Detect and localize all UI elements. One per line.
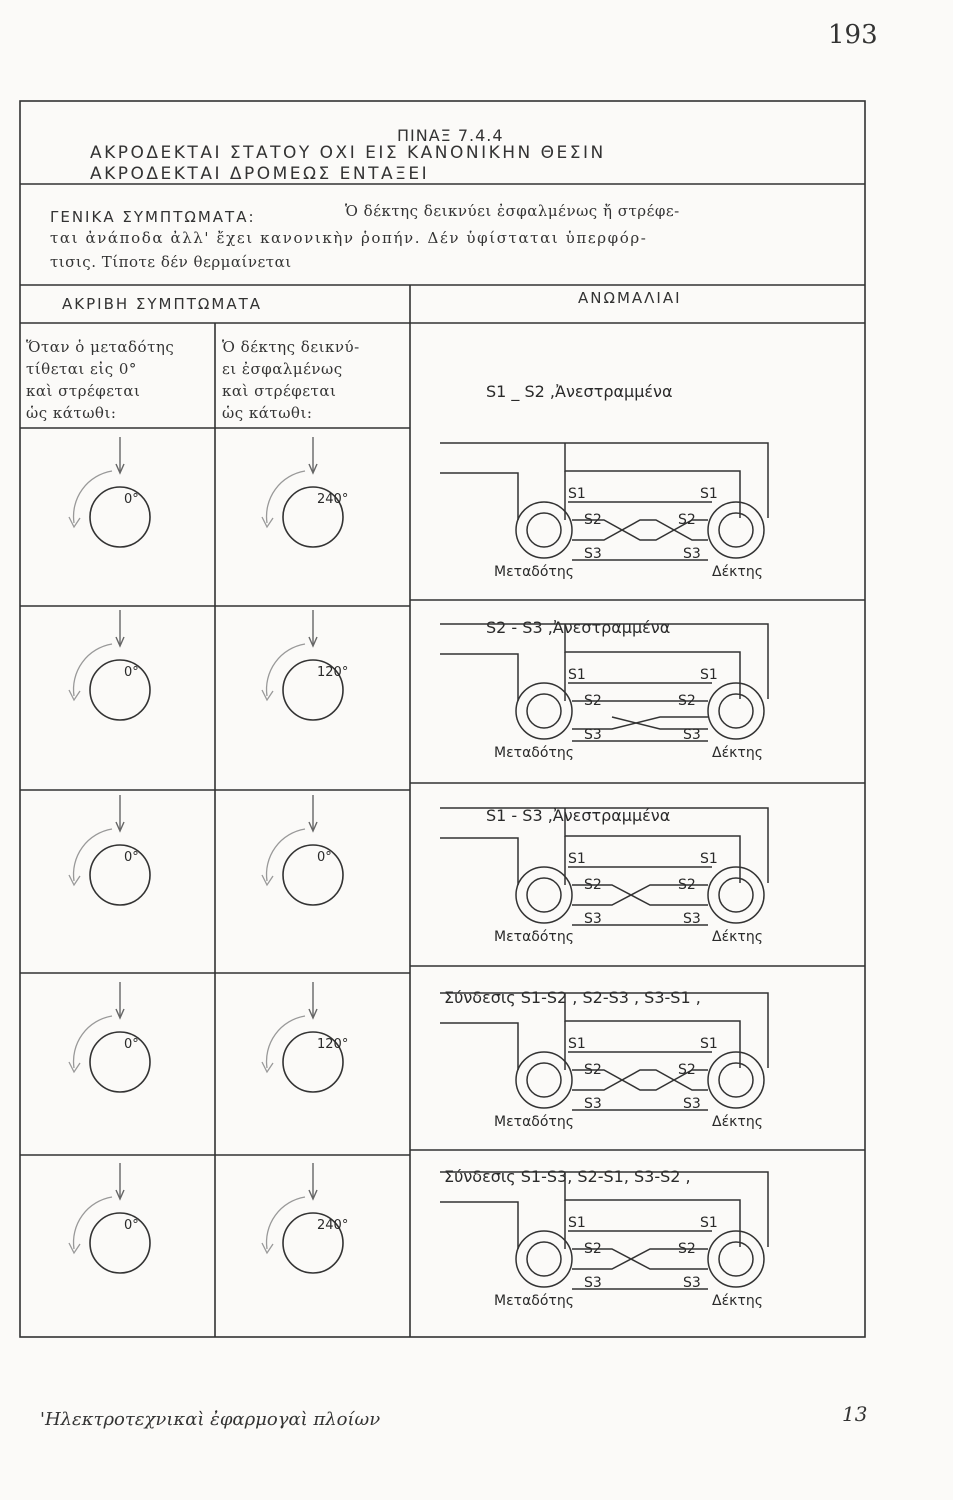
subheader-transmitter-line: ὡς κάτωθι: — [26, 404, 117, 422]
rotation-arc — [267, 1197, 305, 1249]
feed-line-top — [440, 443, 768, 518]
receiver-inner-ring — [719, 694, 753, 728]
label-s3-transmitter: S3 — [584, 1275, 602, 1291]
label-s1-receiver: S1 — [700, 1036, 718, 1052]
dial-circle — [90, 1032, 150, 1092]
receiver-outer-ring — [708, 867, 764, 923]
label-s2-transmitter: S2 — [584, 1241, 602, 1257]
general-symptoms-text-2: ται ἀνάποδα ἀλλ' ἔχει κανονικὴν ῥοπήν. Δέν ὑφίσταται ὑπερφόρ- — [50, 229, 648, 247]
label-transmitter: Μεταδότης — [494, 929, 574, 945]
transmitter-dial-label: 0° — [124, 665, 139, 680]
subheader-receiver-line: ει ἐσφαλμένως — [222, 360, 343, 378]
feed-line-bottom — [440, 1023, 518, 1070]
rotation-arc — [267, 644, 305, 696]
label-s2-receiver: S2 — [678, 1241, 696, 1257]
footer-book-title: 'Ηλεκτροτεχνικαὶ ἐφαρμογαὶ πλοίων — [40, 1409, 381, 1430]
rotation-arc — [267, 829, 305, 881]
general-symptoms-label: ΓΕΝΙΚΑ ΣΥΜΠΤΩΜΑΤΑ: — [50, 208, 256, 226]
receiver-outer-ring — [708, 1052, 764, 1108]
transmitter-dial-label: 0° — [124, 492, 139, 507]
transmitter-outer-ring — [516, 683, 572, 739]
header-line-1: ΑΚΡΟΔΕΚΤΑΙ ΣΤΑΤΟΥ ΟΧΙ ΕΙΣ ΚΑΝΟΝΙΚΗΝ ΘΕΣΙΝ — [90, 143, 606, 163]
receiver-dial-label: 120° — [317, 665, 349, 680]
transmitter-inner-ring — [527, 878, 561, 912]
anomaly-caption: S1 _ S2 ,Ἀνεστραμμένα — [486, 382, 673, 401]
transmitter-outer-ring — [516, 1052, 572, 1108]
anomaly-caption: S2 - S3 ,Ἀνεστραμμένα — [486, 618, 671, 637]
rotation-arc — [267, 1016, 305, 1068]
label-s1-receiver: S1 — [700, 851, 718, 867]
label-s2-transmitter: S2 — [584, 693, 602, 709]
label-s1-receiver: S1 — [700, 1215, 718, 1231]
transmitter-dial-label: 0° — [124, 1037, 139, 1052]
label-s1-transmitter: S1 — [568, 486, 586, 502]
dial-circle — [90, 487, 150, 547]
receiver-inner-ring — [719, 1063, 753, 1097]
subheader-transmitter-line: Ὅταν ὁ μεταδότης — [26, 338, 175, 356]
dial-circle — [90, 660, 150, 720]
label-s1-receiver: S1 — [700, 667, 718, 683]
rotation-arc — [74, 829, 112, 881]
receiver-dial-label: 240° — [317, 1218, 349, 1233]
rotation-arc — [74, 644, 112, 696]
receiver-outer-ring — [708, 683, 764, 739]
label-transmitter: Μεταδότης — [494, 1293, 574, 1309]
column-header-symptoms: ΑΚΡΙΒΗ ΣΥΜΠΤΩΜΑΤΑ — [62, 295, 263, 313]
anomaly-caption: S1 - S3 ,Ἀνεστραμμένα — [486, 806, 671, 825]
label-s2-receiver: S2 — [678, 877, 696, 893]
receiver-inner-ring — [719, 878, 753, 912]
label-receiver: Δέκτης — [712, 929, 763, 945]
label-s2-transmitter: S2 — [584, 877, 602, 893]
label-s1-transmitter: S1 — [568, 1215, 586, 1231]
label-s2-receiver: S2 — [678, 693, 696, 709]
anomaly-caption: Σύνδεσις S1-S2 , S2-S3 , S3-S1 , — [444, 988, 701, 1007]
transmitter-outer-ring — [516, 1231, 572, 1287]
receiver-inner-ring — [719, 513, 753, 547]
label-s3-receiver: S3 — [683, 727, 701, 743]
subheader-transmitter-line: τίθεται εἰς 0° — [26, 360, 137, 378]
receiver-outer-ring — [708, 1231, 764, 1287]
label-s2-receiver: S2 — [678, 1062, 696, 1078]
feed-line-bottom — [440, 1202, 518, 1249]
header-line-2: ΑΚΡΟΔΕΚΤΑΙ ΔΡΟΜΕΩΣ ΕΝΤΑΞΕΙ — [90, 164, 430, 184]
receiver-dial-label: 240° — [317, 492, 349, 507]
label-s1-transmitter: S1 — [568, 1036, 586, 1052]
transmitter-inner-ring — [527, 1242, 561, 1276]
receiver-dial-label: 120° — [317, 1037, 349, 1052]
feed-line-bottom — [440, 654, 518, 701]
receiver-outer-ring — [708, 502, 764, 558]
feed-line-bottom — [440, 838, 518, 885]
rotation-arc — [74, 1197, 112, 1249]
label-s3-transmitter: S3 — [584, 911, 602, 927]
label-s3-receiver: S3 — [683, 546, 701, 562]
label-s2-receiver: S2 — [678, 512, 696, 528]
label-transmitter: Μεταδότης — [494, 564, 574, 580]
label-receiver: Δέκτης — [712, 1293, 763, 1309]
transmitter-inner-ring — [527, 1063, 561, 1097]
rotation-arc — [74, 471, 112, 523]
transmitter-inner-ring — [527, 513, 561, 547]
dial-circle — [90, 845, 150, 905]
label-receiver: Δέκτης — [712, 1114, 763, 1130]
subheader-transmitter-line: καὶ στρέφεται — [26, 382, 141, 400]
label-s1-transmitter: S1 — [568, 667, 586, 683]
label-s1-receiver: S1 — [700, 486, 718, 502]
dial-circle — [90, 1213, 150, 1273]
receiver-dial-label: 0° — [317, 850, 332, 865]
label-s2-transmitter: S2 — [584, 512, 602, 528]
label-s3-transmitter: S3 — [584, 1096, 602, 1112]
label-receiver: Δέκτης — [712, 745, 763, 761]
label-receiver: Δέκτης — [712, 564, 763, 580]
transmitter-dial-label: 0° — [124, 1218, 139, 1233]
transmitter-dial-label: 0° — [124, 850, 139, 865]
general-symptoms-text-1: Ὁ δέκτης δεικνύει ἐσφαλμένως ἤ στρέφε- — [345, 202, 680, 220]
label-s3-receiver: S3 — [683, 911, 701, 927]
rotation-arc — [74, 1016, 112, 1068]
label-s3-receiver: S3 — [683, 1275, 701, 1291]
label-s3-receiver: S3 — [683, 1096, 701, 1112]
receiver-inner-ring — [719, 1242, 753, 1276]
feed-line-bottom — [440, 473, 518, 520]
subheader-receiver-line: ὡς κάτωθι: — [222, 404, 313, 422]
label-s1-transmitter: S1 — [568, 851, 586, 867]
transmitter-outer-ring — [516, 867, 572, 923]
label-s2-transmitter: S2 — [584, 1062, 602, 1078]
label-s3-transmitter: S3 — [584, 546, 602, 562]
transmitter-outer-ring — [516, 502, 572, 558]
label-transmitter: Μεταδότης — [494, 1114, 574, 1130]
subheader-receiver-line: Ὁ δέκτης δεικνύ- — [222, 338, 360, 356]
page-number: 193 — [828, 20, 878, 50]
table-title: ΠΙΝΑΞ 7.4.4 — [397, 126, 504, 145]
general-symptoms-text-3: τισις. Τίποτε δέν θερμαίνεται — [50, 253, 292, 271]
rotor-link — [565, 443, 740, 518]
rotation-arc — [267, 471, 305, 523]
dial-circle — [283, 845, 343, 905]
anomaly-caption: Σύνδεσις S1-S3, S2-S1, S3-S2 , — [444, 1167, 691, 1186]
transmitter-inner-ring — [527, 694, 561, 728]
column-header-anomalies: ΑΝΩΜΑΛΙΑΙ — [578, 289, 682, 307]
footer-signature-number: 13 — [842, 1402, 868, 1426]
label-s3-transmitter: S3 — [584, 727, 602, 743]
label-transmitter: Μεταδότης — [494, 745, 574, 761]
subheader-receiver-line: καὶ στρέφεται — [222, 382, 337, 400]
